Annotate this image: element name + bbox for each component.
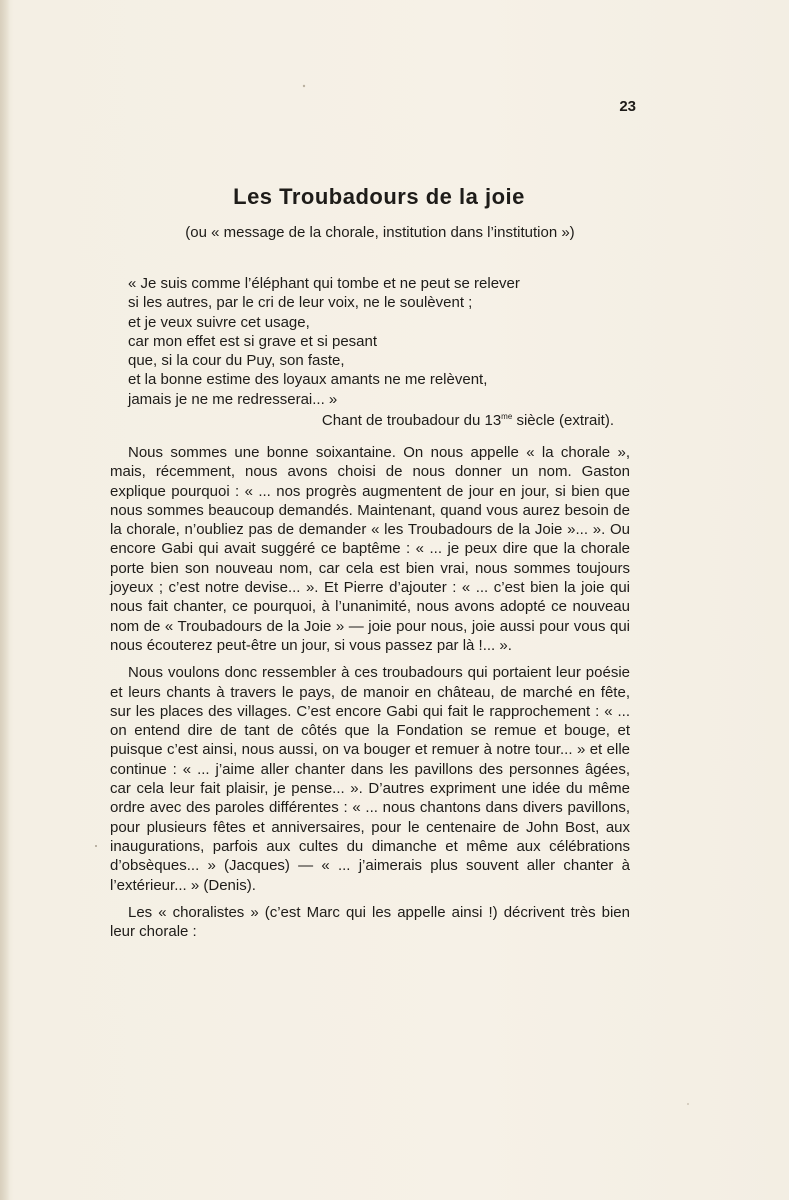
attribution-text: Chant de troubadour du 13 [321, 412, 502, 429]
binding-shadow [0, 0, 10, 1200]
verse-line: « Je suis comme l’éléphant qui tombe et ne peut se relever [128, 275, 520, 292]
verse-line: et je veux suivre cet usage, [128, 313, 310, 331]
chapter-subtitle: (ou « message de la chorale, institution dans l’institution ») [185, 224, 575, 241]
troubadour-verse [128, 274, 630, 409]
verse-line: jamais je ne me redresserai... » [128, 390, 338, 408]
verse-line: si les autres, par le cri de leur voix, ne le soulèvent ; [128, 294, 473, 312]
chapter-title: Les Troubadours de la joie [233, 184, 525, 209]
attribution-text-end: siècle (extrait). [512, 412, 614, 429]
attribution-superscript: me [501, 412, 513, 421]
paragraph: Nous voulons donc ressembler à ces troubadours qui portaient leur poésie et leurs chants à travers le pays, de manoir en château, de marché en fête, sur les places des villages. C’est encore Gabi qui fait le rapprochement : « ... on entend dire de tant de côtés que la Fondation se remue et bouge, et puisque c’est ainsi, nous aussi, on va bouger et remuer à notre tour... » et elle continue : « ... j’aime aller chanter dans les pavillons des personnes âgées, car cela leur fait plaisir, je pense... ». D’autres expriment une idée du même ordre avec des paroles différentes : « ... nous chantons dans divers pavillons, pour plusieurs fêtes et anniversaires, pour le centenaire de John Bost, aux inaugurations, parfois aux cultes du dimanche et même aux célébrations d’obsèques... » (Jacques) — « ... j’aimerais plus souvent aller chanter à l’extérieur... » (Denis). [110, 664, 630, 894]
paragraph: Nous sommes une bonne soixantaine. On nous appelle « la chorale », mais, récemment, nous avons choisi de nous donner un nom. Gaston explique pourquoi : « ... nos progrès augmentent de jour en jour, si bien que nous sommes beaucoup demandés. Maintenant, quand vous aurez besoin de la chorale, n’oubliez pas de demander « les Troubadours de la Joie »... ». Ou encore Gabi qui avait suggéré ce baptême : « ... je peux dire que la chorale porte bien son nouveau nom, car cela est bien vrai, nous sommes toujours joyeux ; c’est notre devise... ». Et Pierre d’ajouter : « ... c’est bien la joie qui nous fait chanter, ce pourquoi, à l’unanimité, nous avons adopté ce nouveau nom de « Troubadours de la Joie » — joie pour nous, joie aussi pour vous qui nous écouterez peut-être un jour, si vous passez par là !... ». [110, 444, 630, 654]
verse-line: que, si la cour du Puy, son faste, [128, 352, 345, 370]
paragraph: Les « choralistes » (c’est Marc qui les appelle ainsi !) décrivent très bien leur chorale : [110, 903, 630, 941]
verse-attribution [128, 412, 614, 429]
page-number: 23 [619, 98, 636, 115]
verse-line: et la bonne estime des loyaux amants ne me relèvent, [128, 371, 488, 389]
verse-line: car mon effet est si grave et si pesant [128, 332, 378, 350]
body-text [110, 443, 630, 949]
